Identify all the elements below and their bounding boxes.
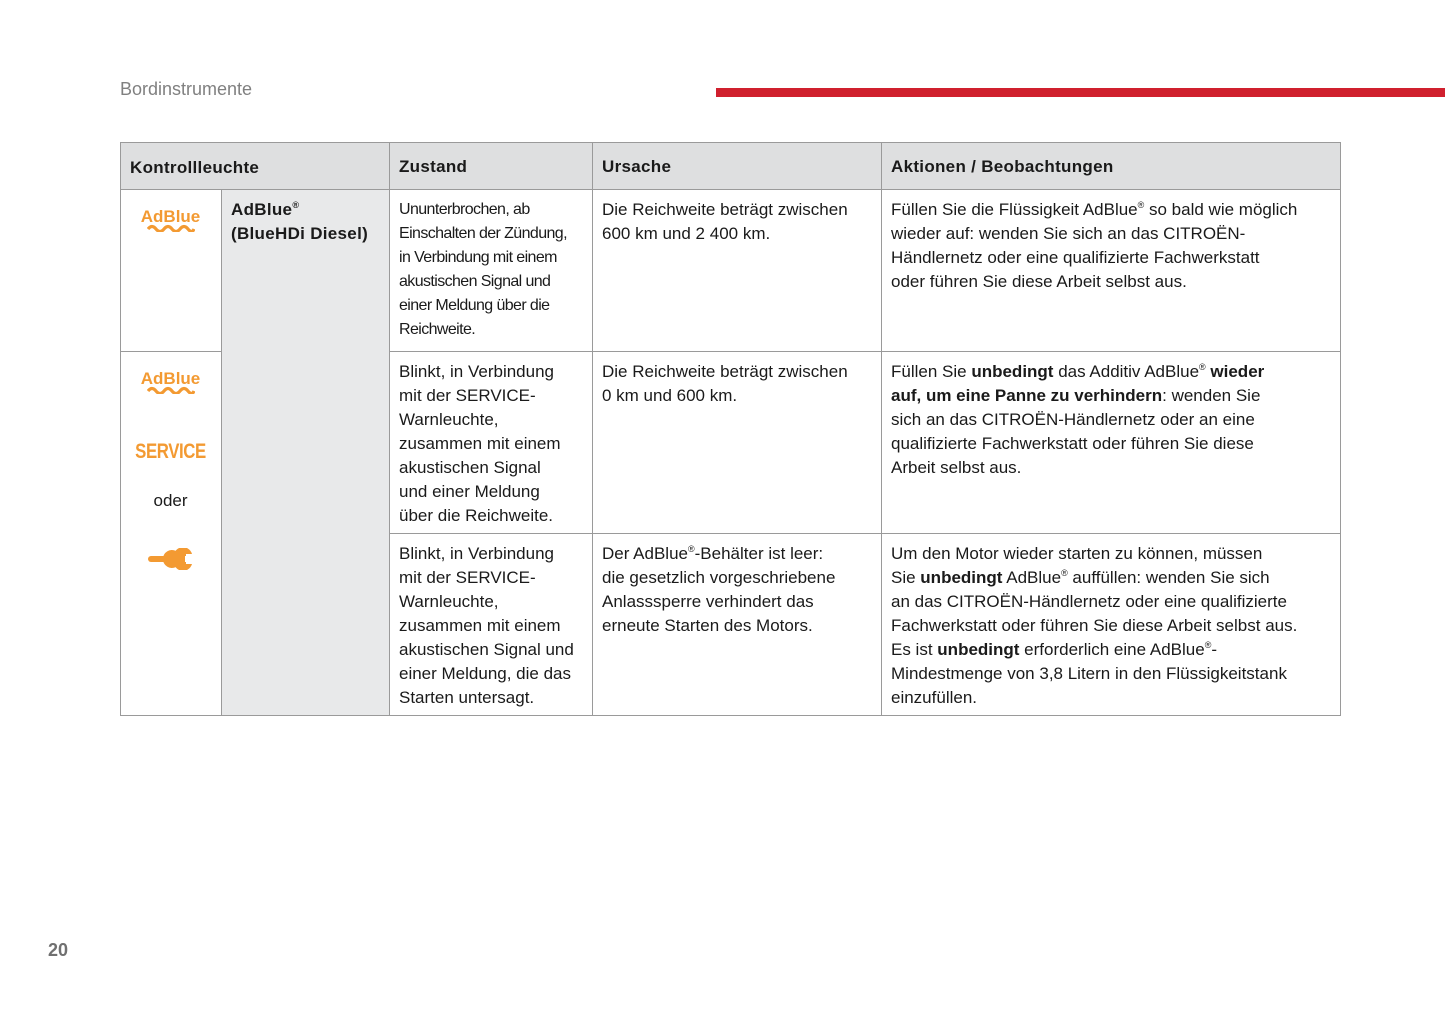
indicator-variant: (BlueHDi Diesel) (231, 224, 369, 243)
text: Mindestmenge von 3,8 Litern in den Flüssigkeitstank (891, 664, 1287, 683)
text: und einer Meldung (399, 482, 540, 501)
header-aktionen: Aktionen / Beobachtungen (881, 142, 1341, 190)
text-line (602, 222, 872, 246)
text: - (1211, 640, 1217, 659)
text-line (399, 590, 583, 614)
text-line (399, 638, 583, 662)
registered-mark: ® (1061, 568, 1068, 578)
zustand-cell-row-1 (389, 189, 593, 352)
header-ursache: Ursache (592, 142, 882, 190)
page-number: 20 (48, 940, 69, 960)
adblue-icon-label: AdBlue (140, 369, 201, 388)
text-line (891, 614, 1331, 638)
ursache-cell-row-1 (592, 189, 882, 352)
header-kontrollleuchte: Kontrollleuchte (120, 142, 390, 190)
aktionen-cell-row-2 (881, 351, 1341, 534)
text-line (891, 246, 1331, 270)
text: Blinkt, in Verbindung (399, 362, 554, 381)
aktionen-cell-row-3 (881, 533, 1341, 716)
text-line (602, 542, 872, 566)
text: Sie (891, 568, 921, 587)
registered-mark: ® (1137, 200, 1145, 210)
text: in Verbindung mit einem (399, 249, 557, 266)
text: 600 km und 2 400 km. (602, 224, 771, 243)
adblue-icon-label: AdBlue (140, 207, 201, 226)
text-line (399, 686, 583, 710)
text: die gesetzlich vorgeschriebene (602, 568, 836, 587)
text: einer Meldung, die das (399, 664, 572, 683)
text: an das CITROËN-Händlernetz oder eine qualifizierte (891, 592, 1287, 611)
text-line (891, 662, 1331, 686)
text-line (891, 432, 1331, 456)
text: wieder auf: wenden Sie sich an das CITROËN- (891, 224, 1246, 243)
text-line (399, 542, 583, 566)
text-line (891, 566, 1331, 590)
text: Warnleuchte, (399, 592, 499, 611)
text: erneute Starten des Motors. (602, 616, 813, 635)
text-line (891, 590, 1331, 614)
text: erforderlich eine AdBlue (1019, 640, 1205, 659)
text: -Behälter ist leer: (694, 544, 824, 563)
text-line (399, 504, 583, 528)
icon-cell-2 (120, 351, 222, 716)
text: Warnleuchte, (399, 410, 499, 429)
text-line (399, 246, 583, 270)
text: mit der SERVICE- (399, 386, 536, 405)
text-line (399, 614, 583, 638)
text: Anlasssperre verhindert das (602, 592, 814, 611)
text-line (891, 638, 1331, 662)
header-zustand: Zustand (389, 142, 593, 190)
text-line (891, 384, 1331, 408)
text: akustischen Signal und (399, 640, 574, 659)
text: Um den Motor wieder starten zu können, müssen (891, 544, 1263, 563)
text: Die Reichweite beträgt zwischen (602, 200, 848, 219)
text-line (399, 270, 583, 294)
indicator-name: AdBlue (231, 200, 293, 219)
text: Ununterbrochen, ab (399, 201, 530, 218)
text: Blinkt, in Verbindung (399, 544, 554, 563)
text: akustischen Signal (399, 458, 541, 477)
bold-text: wieder (1210, 362, 1265, 381)
text-line (891, 456, 1331, 480)
text: mit der SERVICE- (399, 568, 536, 587)
text-line (602, 384, 872, 408)
text-line (399, 456, 583, 480)
adblue-warning-icon (120, 369, 221, 394)
wrench-icon (146, 548, 194, 570)
text: oder führen Sie diese Arbeit selbst aus. (891, 272, 1187, 291)
text: Es ist (891, 640, 938, 659)
text-line (602, 590, 872, 614)
text-line (399, 384, 583, 408)
text: sich an das CITROËN-Händlernetz oder an eine (891, 410, 1255, 429)
registered-mark: ® (688, 544, 695, 554)
text-line (891, 408, 1331, 432)
text-line (399, 360, 583, 384)
ursache-cell-row-2 (592, 351, 882, 534)
bold-text: unbedingt (971, 362, 1054, 381)
oder-text: oder (153, 491, 188, 510)
aktionen-cell-row-1 (881, 189, 1341, 352)
text-line (602, 360, 872, 384)
text: auffüllen: wenden Sie sich (1067, 568, 1270, 587)
text: Arbeit selbst aus. (891, 458, 1022, 477)
indicator-name-cell (221, 189, 390, 716)
text-line (399, 408, 583, 432)
text-line (602, 614, 872, 638)
text-line (399, 480, 583, 504)
text-line (399, 222, 583, 246)
text: Die Reichweite beträgt zwischen (602, 362, 848, 381)
bold-text: unbedingt (937, 640, 1020, 659)
registered-mark: ® (1204, 640, 1212, 650)
section-title: Bordinstrumente (120, 79, 253, 99)
text-line (399, 198, 583, 222)
text: Händlernetz oder eine qualifizierte Fachwerkstatt (891, 248, 1260, 267)
text: einer Meldung über die (399, 297, 550, 314)
service-icon: SERVICE (135, 440, 206, 463)
text: zusammen mit einem (399, 434, 561, 453)
text-line (399, 432, 583, 456)
text-line (399, 662, 583, 686)
bold-text: unbedingt (920, 568, 1003, 587)
text: AdBlue (1002, 568, 1062, 587)
text: zusammen mit einem (399, 616, 561, 635)
text: Fachwerkstatt oder führen Sie diese Arbeit selbst aus. (891, 616, 1298, 635)
text: 0 km und 600 km. (602, 386, 738, 405)
text: über die Reichweite. (399, 506, 554, 525)
text: das Additiv AdBlue (1053, 362, 1200, 381)
text-line (602, 566, 872, 590)
text: einzufüllen. (891, 688, 978, 707)
text: akustischen Signal und (399, 273, 551, 290)
text-line (399, 318, 583, 342)
ursache-cell-row-3 (592, 533, 882, 716)
text: Starten untersagt. (399, 688, 535, 707)
text-line (602, 198, 872, 222)
text: Füllen Sie (891, 362, 972, 381)
registered-mark: ® (1199, 362, 1206, 372)
text-line (891, 270, 1331, 294)
accent-bar (716, 88, 1445, 97)
text: Der AdBlue (602, 544, 688, 563)
text: so bald wie möglich (1144, 200, 1298, 219)
zustand-cell-row-3 (389, 533, 593, 716)
text: qualifizierte Fachwerkstatt oder führen Sie diese (891, 434, 1254, 453)
text: : wenden Sie (1162, 386, 1261, 405)
text-line (891, 222, 1331, 246)
text: Reichweite. (399, 321, 476, 338)
text-line (891, 198, 1331, 222)
text-line (891, 360, 1331, 384)
text-line (891, 686, 1331, 710)
adblue-warning-icon (120, 207, 221, 232)
registered-mark: ® (292, 200, 300, 210)
zustand-cell-row-2 (389, 351, 593, 534)
text-line (891, 542, 1331, 566)
bold-text: auf, um eine Panne zu verhindern (891, 386, 1163, 405)
text: Füllen Sie die Flüssigkeit AdBlue (891, 200, 1138, 219)
text: Einschalten der Zündung, (399, 225, 567, 242)
text-line (399, 294, 583, 318)
text-line (399, 566, 583, 590)
